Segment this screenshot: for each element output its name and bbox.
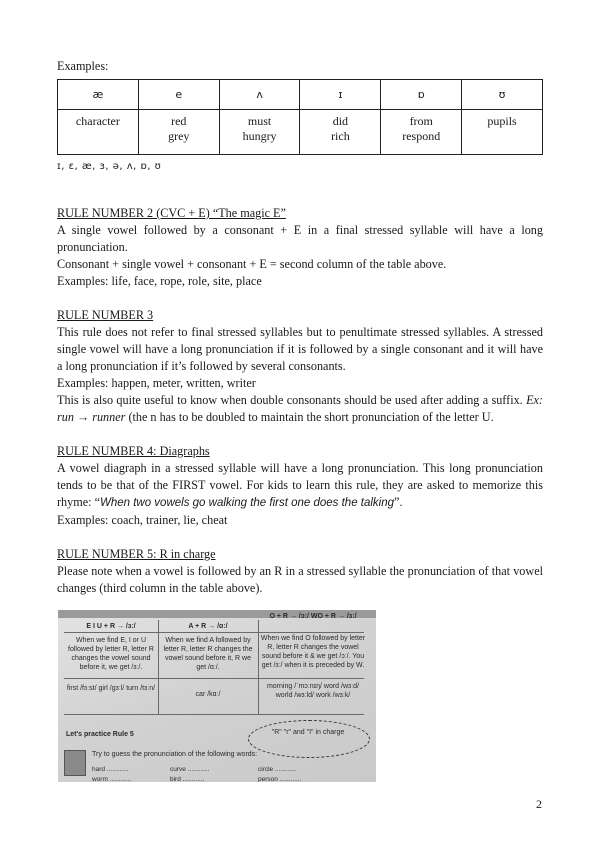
word-cell: pupils xyxy=(462,110,543,155)
photo-col1-examples: first /fɜːst/ girl /gɜːl/ turn /tɜːn/ xyxy=(66,685,156,692)
rule-2-heading: RULE NUMBER 2 (CVC + E) “The magic E” xyxy=(57,206,286,220)
symbol-cell: e xyxy=(138,80,219,110)
photo-practice-label: Let's practice Rule 5 xyxy=(66,731,134,738)
rule-4-heading: RULE NUMBER 4: Diagraphs xyxy=(57,444,210,458)
word-cell: character xyxy=(58,110,139,155)
rule-2-paragraph: A single vowel followed by a consonant + E in a final stressed syllable will have a long pronunciation. xyxy=(57,223,543,254)
rule-2-paragraph: Consonant + single vowel + consonant + E = second column of the table above. xyxy=(57,257,447,271)
photo-task: Try to guess the pronunciation of the following words: xyxy=(92,751,258,758)
photo-speech-bubble xyxy=(248,720,370,758)
example-words-row xyxy=(58,110,543,155)
photo-word: curve ............ xyxy=(170,766,210,773)
symbol-cell: ɪ xyxy=(300,80,381,110)
photo-col3-head: O + R → /ɔː/ WO + R → /ɜː/ xyxy=(269,613,357,620)
symbol-cell: ɒ xyxy=(381,80,462,110)
rule-3-heading: RULE NUMBER 3 xyxy=(57,308,154,322)
word-cell: did rich xyxy=(300,110,381,155)
symbol-cell: ʊ xyxy=(462,80,543,110)
photo-word: hard ............ xyxy=(92,766,129,773)
rule-4-examples: Examples: coach, trainer, lie, cheat xyxy=(57,513,228,527)
photo-word: circle ............ xyxy=(258,766,297,773)
vowel-table xyxy=(57,79,543,155)
word-cell: red grey xyxy=(138,110,219,155)
photo-col2-examples: car /kɑː/ xyxy=(195,691,221,698)
word-cell: must hungry xyxy=(219,110,300,155)
photo-col1-text: When we find E, I or U followed by letter R, letter R changes the vowel sound before it, we get /ɜː/. xyxy=(68,637,154,671)
rule-3-paragraph: This rule does not refer to final stressed syllables but to penultimate stressed syllables. A stressed single vowel will have a long pronunciation if it is followed by a single consonant and it will have a long pronunciation if it’s followed by several consonants. xyxy=(57,325,543,373)
word-cell: from respond xyxy=(381,110,462,155)
rule-3-examples: Examples: happen, meter, written, writer xyxy=(57,376,256,390)
vowel-symbol-row xyxy=(58,80,543,110)
rule-5-paragraph: Please note when a vowel is followed by an R in a stressed syllable the pronunciation of that vowel changes (third column in the table above). xyxy=(57,564,543,595)
worksheet-photo xyxy=(58,610,376,782)
rule-3-example: Ex: run → runner xyxy=(57,393,543,424)
rule-3-paragraph: This is also quite useful to know when double consonants should be used after adding a suffix. Ex: run → runner (the n has to be doubled to maintain the short pronunciation of the letter U. xyxy=(57,393,543,424)
photo-col3-examples: morning /ˈmɔːnɪŋ/ word /wɜːd/ world /wɜːld/ work /wɜːk/ xyxy=(266,683,360,699)
rule-4-paragraph: A vowel diagraph in a stressed syllable will have a long pronunciation. This long pronunciation tends to be that of the FIRST vowel. For kids to learn this rule, they are asked to memorize this rhyme: “When two vowels go walking the first one does the talking”. xyxy=(57,461,543,509)
photo-col3-text: When we find O followed by letter R, letter R changes the vowel sound before it & we get /ɔː/. You get /ɜː/ when it is preceded by W. xyxy=(260,635,366,669)
rule-2-examples: Examples: life, face, rope, role, site, place xyxy=(57,274,262,288)
photo-word: bird ............ xyxy=(170,776,205,782)
photo-col2-text: When we find A followed by letter R, letter R changes the vowel sound before it, R we get /ɑː/. xyxy=(163,637,253,671)
photo-bubble-text: "R" "r" and "I" in charge xyxy=(271,729,345,736)
rule-5-heading: RULE NUMBER 5: R in charge xyxy=(57,547,216,561)
photo-word: person ............ xyxy=(258,776,302,782)
symbol-cell: æ xyxy=(58,80,139,110)
symbol-cell: ʌ xyxy=(219,80,300,110)
photo-col2-head: A + R → /ɑː/ xyxy=(188,623,228,630)
examples-label: Examples: xyxy=(57,59,109,73)
document-body xyxy=(57,58,543,597)
rhyme-quote: When two vowels go walking the first one does the talking xyxy=(99,497,395,509)
book-icon xyxy=(64,750,86,776)
page-number: 2 xyxy=(536,797,542,811)
photo-col1-head: E I U + R → /ɜː/ xyxy=(86,623,136,630)
photo-word: worm ............ xyxy=(92,776,132,782)
phonetic-symbol-list: ɪ, ɛ, æ, ɜ, ə, ʌ, ɒ, ʊ xyxy=(57,161,162,172)
